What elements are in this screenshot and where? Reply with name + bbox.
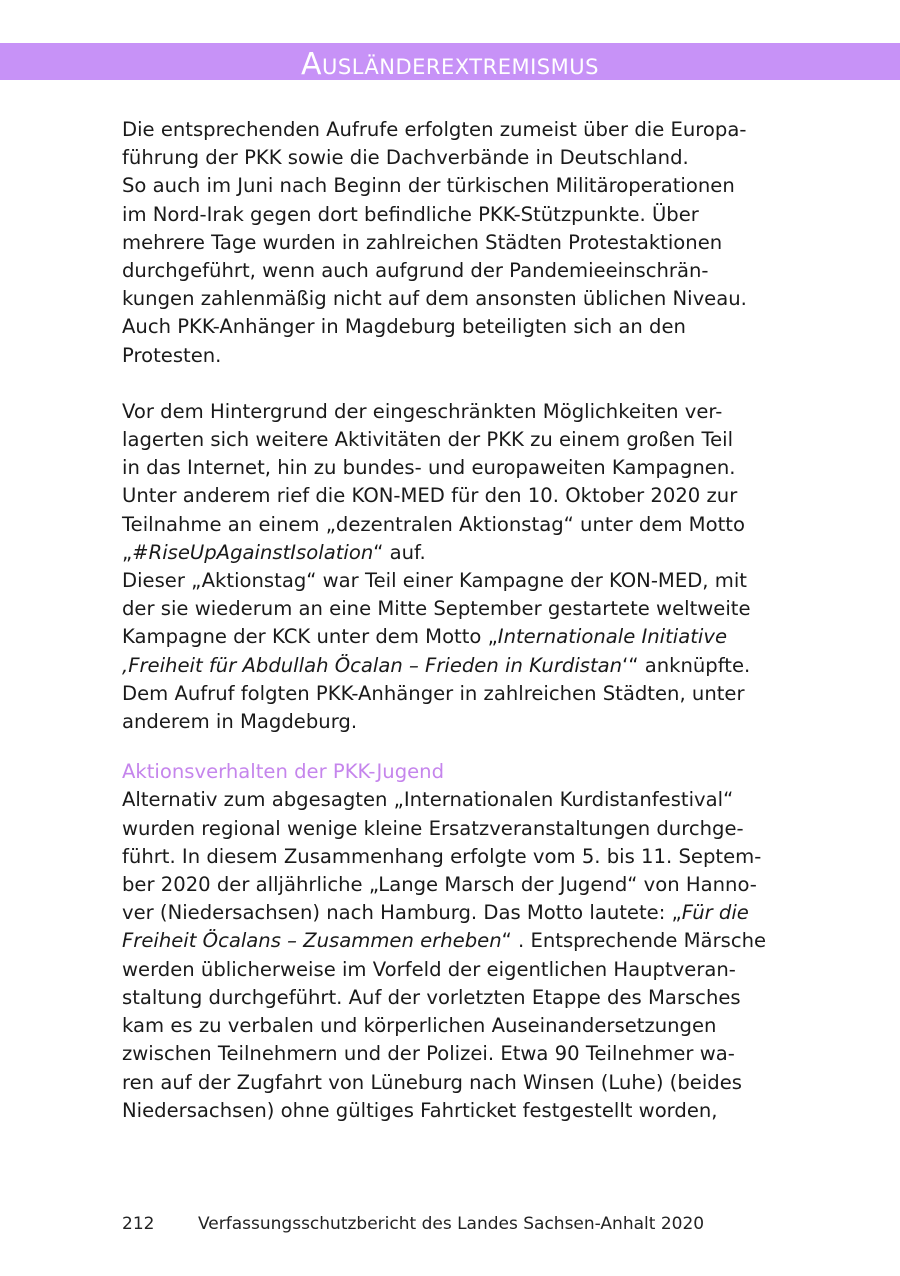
hashtag-motto: #RiseUpAgainstIsolation — [132, 540, 374, 564]
text-line: zwischen Teilnehmern und der Polizei. Etwa 90 Teilnehmer wa- — [122, 1042, 735, 1066]
motto-italic: Für die — [681, 901, 749, 925]
text-line: Vor dem Hintergrund der eingeschränkten Möglichkeiten ver- — [122, 399, 723, 423]
text-fragment: Kampagne der KCK unter dem Motto „ — [122, 625, 498, 649]
text-line: durchgeführt, wenn auch aufgrund der Pandemieeinschrän- — [122, 259, 709, 283]
paragraph-2 — [122, 398, 782, 736]
text-line: führung der PKK sowie die Dachverbände in Deutschland. — [122, 146, 689, 170]
text-line — [122, 652, 782, 680]
text-line: ber 2020 der alljährliche „Lange Marsch der Jugend“ von Hanno- — [122, 873, 757, 897]
text-line: Alternativ zum abgesagten „Internationalen Kurdistanfestival“ — [122, 788, 734, 812]
text-fragment: ‘“ anknüpfte. — [622, 653, 751, 677]
text-line: anderem in Magdeburg. — [122, 710, 358, 734]
text-line: Dem Aufruf folgten PKK-Anhänger in zahlreichen Städten, unter — [122, 681, 745, 705]
text-line: So auch im Juni nach Beginn der türkischen Militäroperationen — [122, 174, 735, 198]
text-line — [122, 623, 782, 651]
page-footer — [122, 1212, 704, 1236]
text-line: lagerten sich weitere Aktivitäten der PKK zu einem großen Teil — [122, 428, 734, 452]
header-band — [0, 43, 900, 80]
text-line: Die entsprechenden Aufrufe erfolgten zumeist über die Europa- — [122, 118, 747, 141]
text-line: wurden regional wenige kleine Ersatzveranstaltungen durchge- — [122, 816, 744, 840]
text-line: Dieser „Aktionstag“ war Teil einer Kampagne der KON-MED, mit — [122, 569, 747, 593]
motto-italic: Internationale Initiative — [497, 625, 728, 649]
text-line: in das Internet, hin zu bundes- und europaweiten Kampagnen. — [122, 456, 736, 480]
text-line: ren auf der Zugfahrt von Lüneburg nach Winsen (Luhe) (beides — [122, 1070, 742, 1094]
page-content — [122, 116, 782, 1125]
text-line — [122, 539, 782, 567]
text-line: kungen zahlenmäßig nicht auf dem ansonsten üblichen Niveau. — [122, 287, 747, 311]
text-line: führt. In diesem Zusammenhang erfolgte vom 5. bis 11. Septem- — [122, 844, 762, 868]
text-line: Niedersachsen) ohne gültiges Fahrticket festgestellt worden, — [122, 1098, 718, 1122]
text-fragment: “ . Entsprechende Märsche — [501, 929, 767, 953]
text-line: Protesten. — [122, 343, 222, 367]
text-line: der sie wiederum an eine Mitte September gestartete weltweite — [122, 597, 751, 621]
quote-open: „ — [122, 540, 133, 564]
text-line — [122, 927, 782, 955]
text-line: kam es zu verbalen und körperlichen Auseinandersetzungen — [122, 1014, 717, 1038]
text-line — [122, 899, 782, 927]
paragraph-3 — [122, 758, 782, 1125]
text-line: staltung durchgeführt. Auf der vorletzten Etappe des Marsches — [122, 985, 741, 1009]
page-number: 212 — [122, 1214, 155, 1234]
chapter-title: Ausländerextremismus — [301, 47, 599, 82]
text-fragment: “ auf. — [373, 540, 426, 564]
text-line: mehrere Tage wurden in zahlreichen Städten Protestaktionen — [122, 230, 723, 254]
text-line: werden üblicherweise im Vorfeld der eigentlichen Hauptveran- — [122, 957, 736, 981]
motto-italic: ‚Freiheit für Abdullah Öcalan – Frieden in Kurdistan — [122, 653, 623, 677]
text-line: Auch PKK-Anhänger in Magdeburg beteiligten sich an den — [122, 315, 686, 339]
text-fragment: ver (Niedersachsen) nach Hamburg. Das Motto lautete: „ — [122, 901, 682, 925]
text-line: Teilnahme an einem „dezentralen Aktionstag“ unter dem Motto — [122, 512, 745, 536]
paragraph-1 — [122, 116, 782, 370]
text-line: im Nord-Irak gegen dort befindliche PKK-Stützpunkte. Über — [122, 202, 699, 226]
section-heading: Aktionsverhalten der PKK-Jugend — [122, 760, 445, 784]
publication-title: Verfassungsschutzbericht des Landes Sachsen-Anhalt 2020 — [198, 1214, 705, 1234]
text-line: Unter anderem rief die KON-MED für den 10. Oktober 2020 zur — [122, 484, 738, 508]
motto-italic: Freiheit Öcalans – Zusammen erheben — [122, 929, 502, 953]
